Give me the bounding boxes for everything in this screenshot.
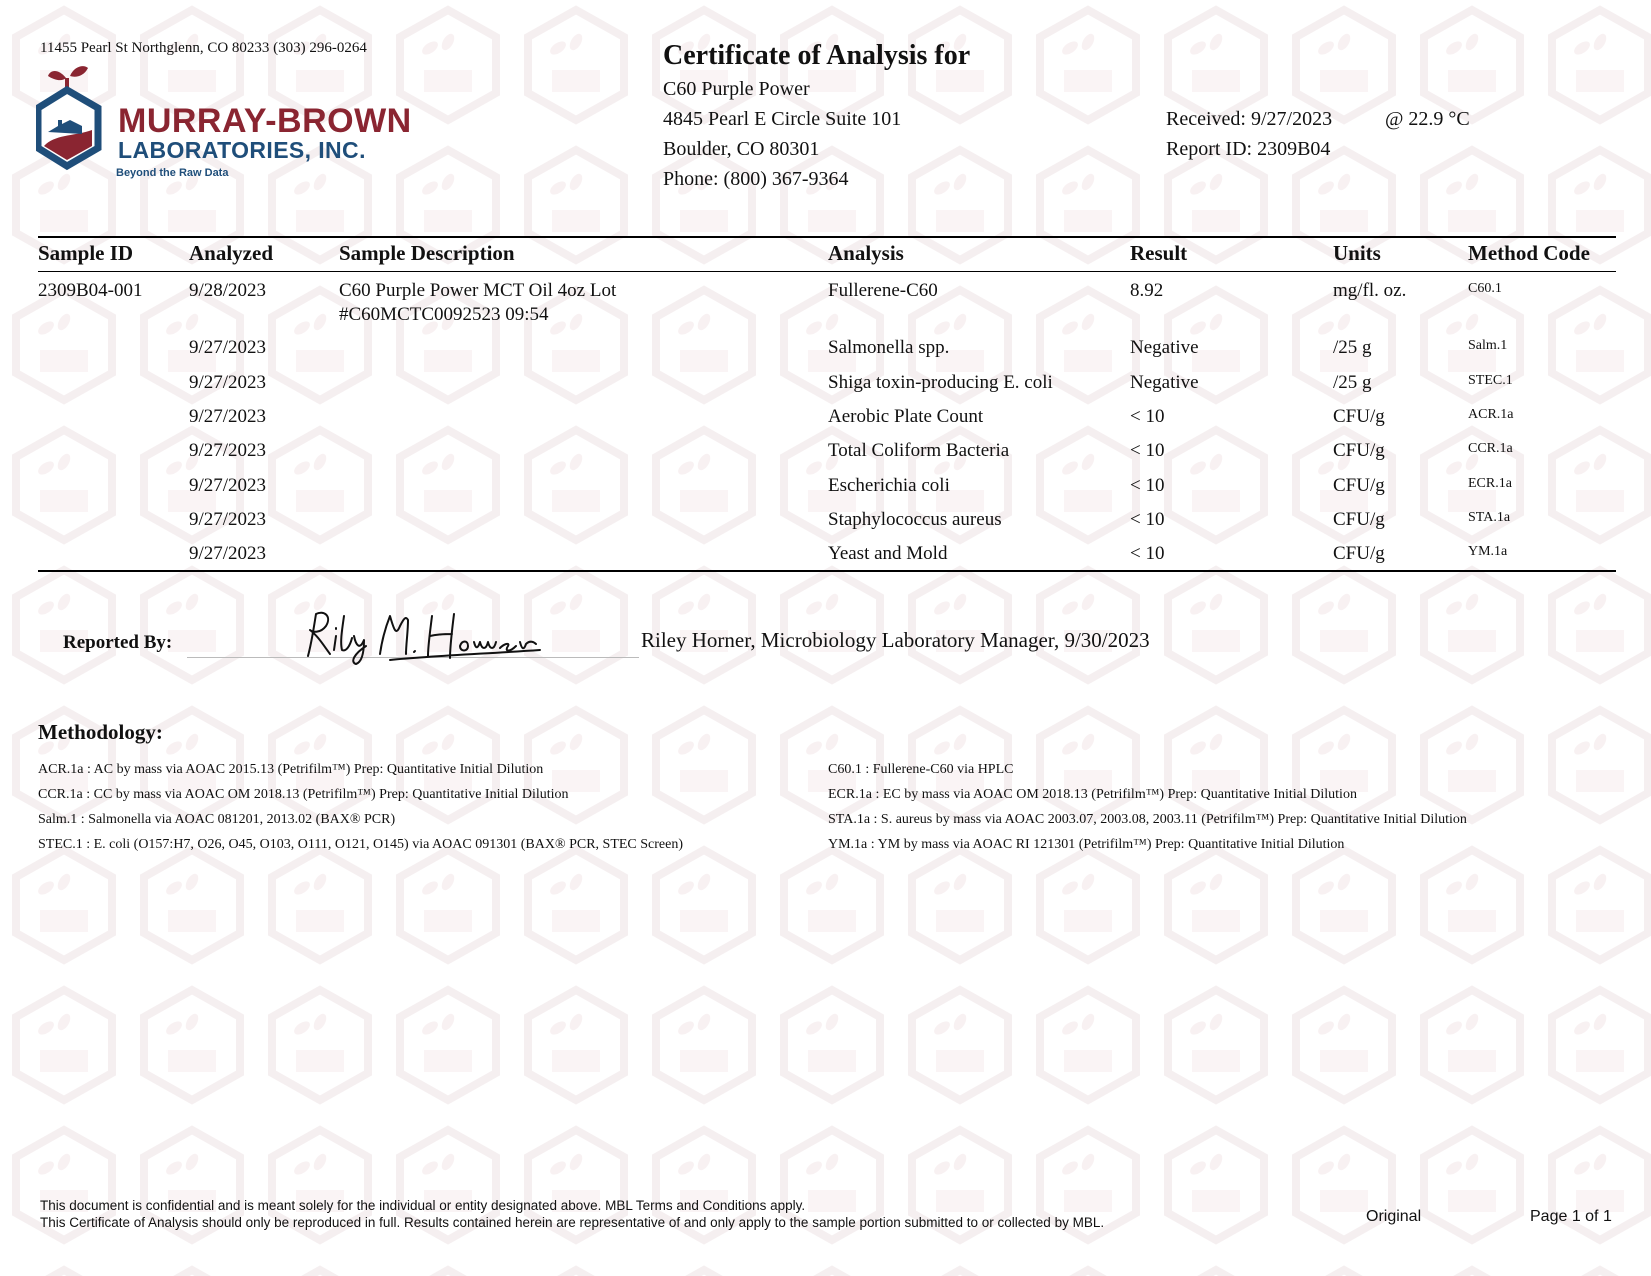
reported-by-label: Reported By:: [63, 632, 173, 653]
col-header-method-code: Method Code: [1468, 241, 1590, 265]
lab-address: 11455 Pearl St Northglenn, CO 80233 (303) 296-0264: [40, 40, 367, 56]
client-address-line2: Boulder, CO 80301: [663, 138, 820, 160]
result-cell: < 10: [1130, 406, 1165, 427]
analysis-cell: Staphylococcus aureus: [828, 509, 1002, 530]
result-cell: < 10: [1130, 440, 1165, 461]
logo-name-line2: LABORATORIES, INC.: [118, 137, 366, 163]
method-code-cell: STEC.1: [1468, 373, 1513, 388]
analysis-cell: Salmonella spp.: [828, 337, 950, 358]
analyzed-cell: 9/28/2023: [189, 280, 267, 301]
analyzed-cell: 9/27/2023: [189, 475, 267, 496]
method-code-cell: YM.1a: [1468, 544, 1508, 559]
col-header-units: Units: [1333, 241, 1381, 265]
method-code-cell: ECR.1a: [1468, 476, 1512, 491]
report-id: Report ID: 2309B04: [1166, 138, 1331, 160]
sample-description-line2: #C60MCTC0092523 09:54: [339, 304, 549, 325]
client-phone: Phone: (800) 367-9364: [663, 168, 849, 190]
result-cell: 8.92: [1130, 280, 1164, 301]
methodology-entry: CCR.1a : CC by mass via AOAC OM 2018.13 (Petrifilm™) Prep: Quantitative Initial Dilution: [38, 787, 569, 802]
analysis-cell: Total Coliform Bacteria: [828, 440, 1010, 461]
units-cell: CFU/g: [1333, 440, 1385, 461]
methodology-title: Methodology:: [38, 720, 163, 744]
methodology-entry: YM.1a : YM by mass via AOAC RI 121301 (Petrifilm™) Prep: Quantitative Initial Dilution: [828, 837, 1345, 852]
footer-confidentiality-note: This document is confidential and is meant solely for the individual or entity designated above. MBL Terms and Conditions apply.: [40, 1198, 806, 1213]
methodology-entry: ECR.1a : EC by mass via AOAC OM 2018.13 (Petrifilm™) Prep: Quantitative Initial Dilution: [828, 787, 1357, 802]
client-address-line1: 4845 Pearl E Circle Suite 101: [663, 108, 902, 130]
methodology-entry: ACR.1a : AC by mass via AOAC 2015.13 (Petrifilm™) Prep: Quantitative Initial Dilution: [38, 762, 544, 777]
result-cell: Negative: [1130, 337, 1199, 358]
col-header-description: Sample Description: [339, 241, 515, 265]
header-divider-rule: [38, 271, 1616, 272]
handwritten-signature: [290, 606, 550, 666]
method-code-cell: ACR.1a: [1468, 407, 1514, 422]
analyzed-cell: 9/27/2023: [189, 406, 267, 427]
analysis-cell: Escherichia coli: [828, 475, 950, 496]
method-code-cell: C60.1: [1468, 281, 1502, 296]
methodology-entry: STEC.1 : E. coli (O157:H7, O26, O45, O103, O111, O121, O145) via AOAC 091301 (BAX® PCR, STEC Screen): [38, 837, 684, 852]
analysis-cell: Yeast and Mold: [828, 543, 948, 564]
client-name: C60 Purple Power: [663, 78, 810, 100]
certificate-title: Certificate of Analysis for: [663, 40, 971, 71]
methodology-entry: C60.1 : Fullerene-C60 via HPLC: [828, 762, 1014, 777]
col-header-sample-id: Sample ID: [38, 241, 134, 265]
units-cell: CFU/g: [1333, 509, 1385, 530]
units-cell: mg/fl. oz.: [1333, 280, 1407, 301]
method-code-cell: CCR.1a: [1468, 441, 1513, 456]
method-code-cell: STA.1a: [1468, 510, 1511, 525]
logo-tagline: Beyond the Raw Data: [116, 167, 229, 179]
received-temperature: @ 22.9 °C: [1385, 108, 1470, 130]
result-cell: Negative: [1130, 372, 1199, 393]
analyzed-cell: 9/27/2023: [189, 440, 267, 461]
result-cell: < 10: [1130, 543, 1165, 564]
analysis-cell: Fullerene-C60: [828, 280, 938, 301]
methodology-entry: Salm.1 : Salmonella via AOAC 081201, 2013.02 (BAX® PCR): [38, 812, 396, 827]
analyzed-cell: 9/27/2023: [189, 337, 267, 358]
footer-original-label: Original: [1366, 1208, 1422, 1225]
sample-description-line1: C60 Purple Power MCT Oil 4oz Lot: [339, 280, 617, 301]
col-header-result: Result: [1130, 241, 1188, 265]
units-cell: /25 g: [1333, 337, 1372, 358]
units-cell: CFU/g: [1333, 475, 1385, 496]
received-date: Received: 9/27/2023: [1166, 108, 1333, 130]
flask-leaf-icon: [36, 64, 120, 188]
method-code-cell: Salm.1: [1468, 338, 1508, 353]
analyzed-cell: 9/27/2023: [189, 509, 267, 530]
result-cell: < 10: [1130, 475, 1165, 496]
logo-name-line1: MURRAY-BROWN: [118, 102, 412, 140]
analysis-cell: Shiga toxin-producing E. coli: [828, 372, 1053, 393]
lab-logo: [36, 64, 416, 188]
analyzed-cell: 9/27/2023: [189, 543, 267, 564]
table-bottom-rule: [38, 570, 1616, 572]
col-header-analyzed: Analyzed: [189, 241, 273, 265]
units-cell: CFU/g: [1333, 406, 1385, 427]
analyzed-cell: 9/27/2023: [189, 372, 267, 393]
col-header-analysis: Analysis: [828, 241, 904, 265]
table-top-rule: [38, 236, 1616, 238]
reported-by-name: Riley Horner, Microbiology Laboratory Manager, 9/30/2023: [641, 628, 1150, 652]
methodology-entry: STA.1a : S. aureus by mass via AOAC 2003.07, 2003.08, 2003.11 (Petrifilm™) Prep: Quantitative Initial Dilution: [828, 812, 1467, 827]
sample-id-cell: 2309B04-001: [38, 280, 143, 301]
units-cell: /25 g: [1333, 372, 1372, 393]
analysis-cell: Aerobic Plate Count: [828, 406, 984, 427]
footer-reproduction-note: This Certificate of Analysis should only be reproduced in full. Results contained herein are representative of and only apply to the sample portion submitted to or collected by MBL.: [40, 1215, 1105, 1230]
footer-page-number: Page 1 of 1: [1530, 1208, 1612, 1225]
units-cell: CFU/g: [1333, 543, 1385, 564]
result-cell: < 10: [1130, 509, 1165, 530]
